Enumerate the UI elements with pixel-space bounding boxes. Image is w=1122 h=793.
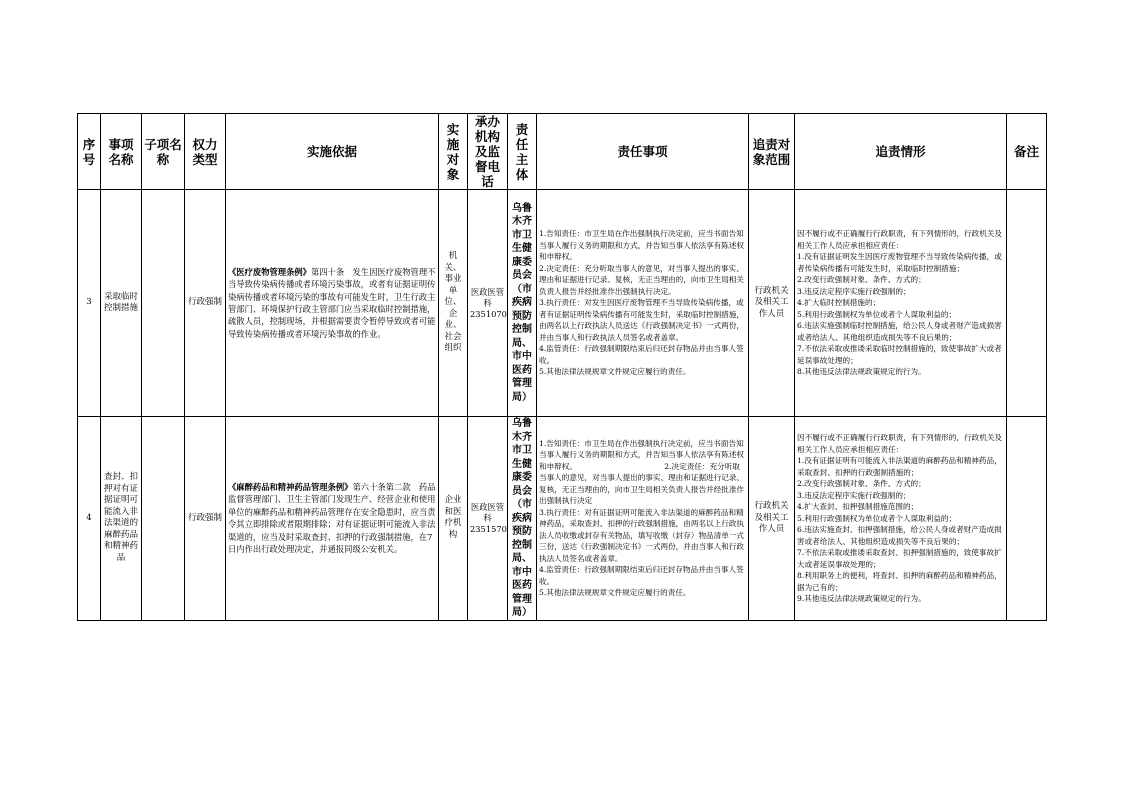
row-dept-phone: 医政医管科2351570 bbox=[468, 417, 508, 621]
case-item: 5.利用行政强制权为单位或者个人谋取利益的； bbox=[797, 513, 957, 523]
header-power-type: 权力类型 bbox=[185, 114, 226, 190]
duty-item: 5.其他法律法规规章文件规定应履行的责任。 bbox=[539, 367, 691, 377]
case-item: 2.改变行政强制对象、条件、方式的； bbox=[797, 479, 926, 488]
case-item: 9.其他违反法律法规政策规定的行为。 bbox=[797, 594, 926, 603]
case-item: 2.改变行政强制对象、条件、方式的； bbox=[797, 275, 926, 285]
header-accountability-scope: 追责对象范围 bbox=[749, 114, 795, 190]
case-item: 4.扩大查封、扣押强制措施范围的； bbox=[797, 502, 919, 511]
row-sub-item-name bbox=[142, 190, 185, 417]
header-dept-phone: 承办机构及监督电话 bbox=[468, 114, 508, 190]
header-subject: 责任主体 bbox=[508, 114, 537, 190]
row-accountability-cases bbox=[795, 190, 1007, 417]
case-item: 7.不依法采取或推诿采取查封、扣押强制措施的，致使事故扩大或者延误事故处理的； bbox=[797, 548, 1002, 569]
header-row bbox=[78, 114, 1047, 190]
case-item: 3.违反法定程序实施行政强制的； bbox=[797, 286, 911, 296]
row-accountability-cases bbox=[795, 417, 1007, 621]
duty-item: 4.监管责任：行政强制期限结束后归还封存物品并由当事人签收。 bbox=[539, 344, 744, 365]
header-sub-item-name: 子项名称 bbox=[142, 114, 185, 190]
duty-item: 3.执行责任：对有证据证明可能流入非法渠道的麻醉药品和精神药品，采取查封、扣押的行政强制措施，由两名以上行政执法人员收缴或封存有关物品，填写收缴（封存）物品清单一式三份，送达《行政强制决定书》一式两份，并由当事人和行政执法人员签名或者盖章。 bbox=[539, 507, 745, 563]
duty-item: 4.监管责任：行政强制期限结束后归还封存物品并由当事人签收。 bbox=[539, 565, 744, 586]
table-row bbox=[78, 190, 1047, 417]
row-basis-text: 第六十条第二款 药品监督管理部门、卫生主管部门发现生产、经营企业和使用单位的麻醉药品和精神药品管理存在安全隐患时，应当责令其立即排除或者限期排除；对有证据证明可能流入非法渠道的，应当及时采取查封、扣押的行政强制措施，在7日内作出行政处理决定，并通报同级公安机关。 bbox=[228, 482, 436, 555]
row-duties bbox=[537, 190, 749, 417]
row-dept-phone: 医政医管科2351070 bbox=[468, 190, 508, 417]
row-seq: 4 bbox=[78, 417, 101, 621]
duty-item: 1.告知责任：市卫生局在作出强制执行决定前，应当书面告知当事人履行义务的期限和方式，并告知当事人依法享有陈述权和申辩权。 2.决定责任：充分听取当事人的意见，对当事人提出的事实、理由和证据进行记录、复核，无正当理由的，向市卫生局相关负责人报告并经批准作出强制执行决定 bbox=[539, 438, 745, 506]
case-item: 1.没有证据证明发生因医疗废物管理不当导致传染病传播，或者传染病传播有可能发生时，采取临时控制措施； bbox=[797, 252, 1002, 273]
case-item: 5.利用行政强制权为单位或者个人谋取利益的； bbox=[797, 309, 957, 319]
case-item: 7.不依法采取或推诿采取临时控制措施的，致使事故扩大或者延误事故处理的； bbox=[797, 344, 1002, 365]
duty-item: 3.执行责任：对发生因医疗废物管理不当导致传染病传播，或者有证据证明传染病传播有可能发生时，采取临时控制措施，由两名以上行政执法人员送达《行政强制决定书》一式两份，并由当事人和行政执法人员签名或者盖章。 bbox=[539, 298, 745, 342]
row-sub-item-name bbox=[142, 417, 185, 621]
row-duties bbox=[537, 417, 749, 621]
header-accountability-cases: 追责情形 bbox=[795, 114, 1007, 190]
power-list-table bbox=[77, 113, 1047, 621]
header-target: 实施对象 bbox=[439, 114, 468, 190]
case-item: 6.违法实施查封、扣押强制措施，给公民人身或者财产造成损害或者给法人、其他组织造成损失等不良后果的； bbox=[797, 525, 1002, 546]
header-remarks: 备注 bbox=[1007, 114, 1047, 190]
row-seq: 3 bbox=[78, 190, 101, 417]
row-accountability-scope: 行政机关及相关工作人员 bbox=[749, 190, 795, 417]
row-item-name: 采取临时控制措施 bbox=[101, 190, 142, 417]
case-item: 3.违反法定程序实施行政强制的； bbox=[797, 490, 911, 500]
row-target: 企业和医疗机构 bbox=[439, 417, 468, 621]
case-item: 4.扩大临时控制措施的； bbox=[797, 298, 881, 308]
row-target: 机关、事业单位、企业、社会组织 bbox=[439, 190, 468, 417]
header-item-name: 事项名称 bbox=[101, 114, 142, 190]
row-subject: 乌鲁木齐市卫生健康委员会（市疾病预防控制局、市中医药管理局） bbox=[508, 190, 537, 417]
row-accountability-scope: 行政机关及相关工作人员 bbox=[749, 417, 795, 621]
row-subject: 乌鲁木齐市卫生健康委员会（市疾病预防控制局、市中医药管理局） bbox=[508, 417, 537, 621]
header-duties: 责任事项 bbox=[537, 114, 749, 190]
case-item: 8.利用职务上的便利，将查封、扣押的麻醉药品和精神药品，据为己有的； bbox=[797, 571, 1002, 592]
row-basis bbox=[226, 417, 439, 621]
case-item: 8.其他违反法律法规政策规定的行为。 bbox=[797, 367, 926, 377]
row-remarks bbox=[1007, 190, 1047, 417]
row-power-type: 行政强制 bbox=[185, 190, 226, 417]
duty-item: 5.其他法律法规规章文件规定应履行的责任。 bbox=[539, 588, 691, 598]
duty-item: 1.告知责任：市卫生局在作出强制执行决定前，应当书面告知当事人履行义务的期限和方式，并告知当事人依法享有陈述权和申辩权。 bbox=[539, 229, 745, 262]
table-row bbox=[78, 417, 1047, 621]
row-basis-law: 《麻醉药品和精神药品管理条例》 bbox=[228, 482, 353, 493]
row-basis-text: 第四十条 发生因医疗废物管理不当导致传染病传播或者环境污染事故，或者有证据证明传染病传播或者环境污染的事故有可能发生时，卫生行政主管部门、环境保护行政主管部门应当采取临时控制措施，疏散人员，控制现场，并根据需要责令暂停导致或者可能导致传染病传播或者环境污染事故的作业。 bbox=[228, 266, 436, 339]
case-item: 1.没有证据证明有可能流入非法渠道的麻醉药品和精神药品，采取查封、扣押的行政强制措施的； bbox=[797, 456, 1002, 477]
row-remarks bbox=[1007, 417, 1047, 621]
case-item: 因不履行或不正确履行行政职责，有下列情形的，行政机关及相关工作人员应承担相应责任： bbox=[797, 433, 1003, 454]
case-item: 因不履行或不正确履行行政职责，有下列情形的，行政机关及相关工作人员应承担相应责任： bbox=[797, 229, 1003, 250]
row-item-name: 查封、扣押对有证据证明可能流入非法渠道的麻醉药品和精神药品 bbox=[101, 417, 142, 621]
duty-item: 2.决定责任：充分听取当事人的意见，对当事人提出的事实、理由和证据进行记录、复核，无正当理由的，向市卫生局相关负责人报告并经批准作出强制执行决定。 bbox=[539, 263, 745, 296]
row-power-type: 行政强制 bbox=[185, 417, 226, 621]
header-seq: 序号 bbox=[78, 114, 101, 190]
case-item: 6.违法实施强制临时控制措施，给公民人身或者财产造成损害或者给法人、其他组织造成损失等不良后果的； bbox=[797, 321, 1002, 342]
header-basis: 实施依据 bbox=[226, 114, 439, 190]
row-basis bbox=[226, 190, 439, 417]
row-basis-law: 《医疗废物管理条例》 bbox=[228, 266, 311, 277]
